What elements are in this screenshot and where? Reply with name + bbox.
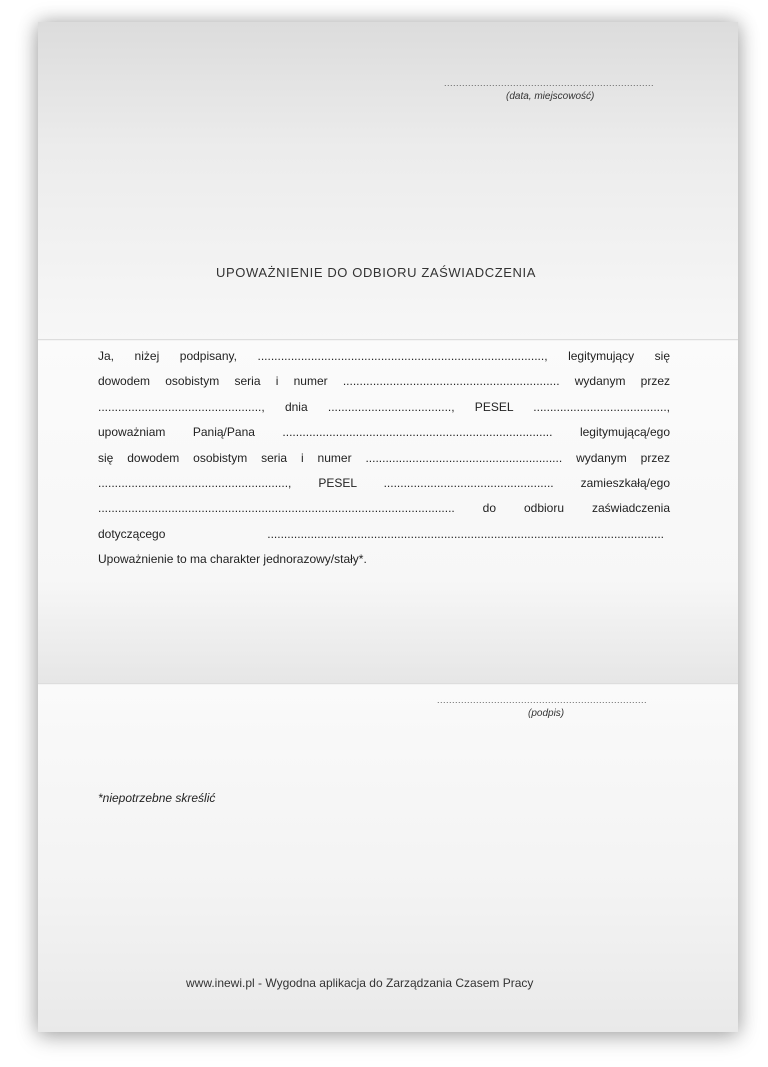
paper-fold-top [38,22,738,340]
paper-crease [38,683,738,685]
body-line: ........................................................................................................... do odbioru zaświadczenia [98,501,670,515]
body-line: ................................................., dnia ....................................., PESEL ........................................, [98,400,670,414]
body-line: upoważniam Panią/Pana ................................................................................. legitymującą/ego [98,425,670,439]
body-line: Upoważnienie to ma charakter jednorazowy/stały*. [98,552,367,566]
body-line: dotyczącego ....................................................................................................................... [98,527,664,541]
body-line: dowodem osobistym seria i numer ................................................................. wydanym przez [98,374,670,388]
date-place-caption: (data, miejscowość) [506,91,595,102]
paper-crease [38,339,738,341]
footnote: *niepotrzebne skreślić [98,791,216,805]
signature-caption: (podpis) [528,708,565,719]
body-line: Ja, niżej podpisany, ......................................................................................, legitymujący się [98,349,670,363]
signature-dotted-line: ...................................................................... [437,695,648,705]
body-line: się dowodem osobistym seria i numer ........................................................... wydanym przez [98,451,670,465]
document-title: UPOWAŻNIENIE DO ODBIORU ZAŚWIADCZENIA [216,265,537,280]
page-footer: www.inewi.pl - Wygodna aplikacja do Zarządzania Czasem Pracy [186,976,534,990]
date-dotted-line: ...................................................................... [444,78,655,88]
body-line: ........................................................., PESEL ................................................... zamieszkałą/ego [98,476,670,490]
